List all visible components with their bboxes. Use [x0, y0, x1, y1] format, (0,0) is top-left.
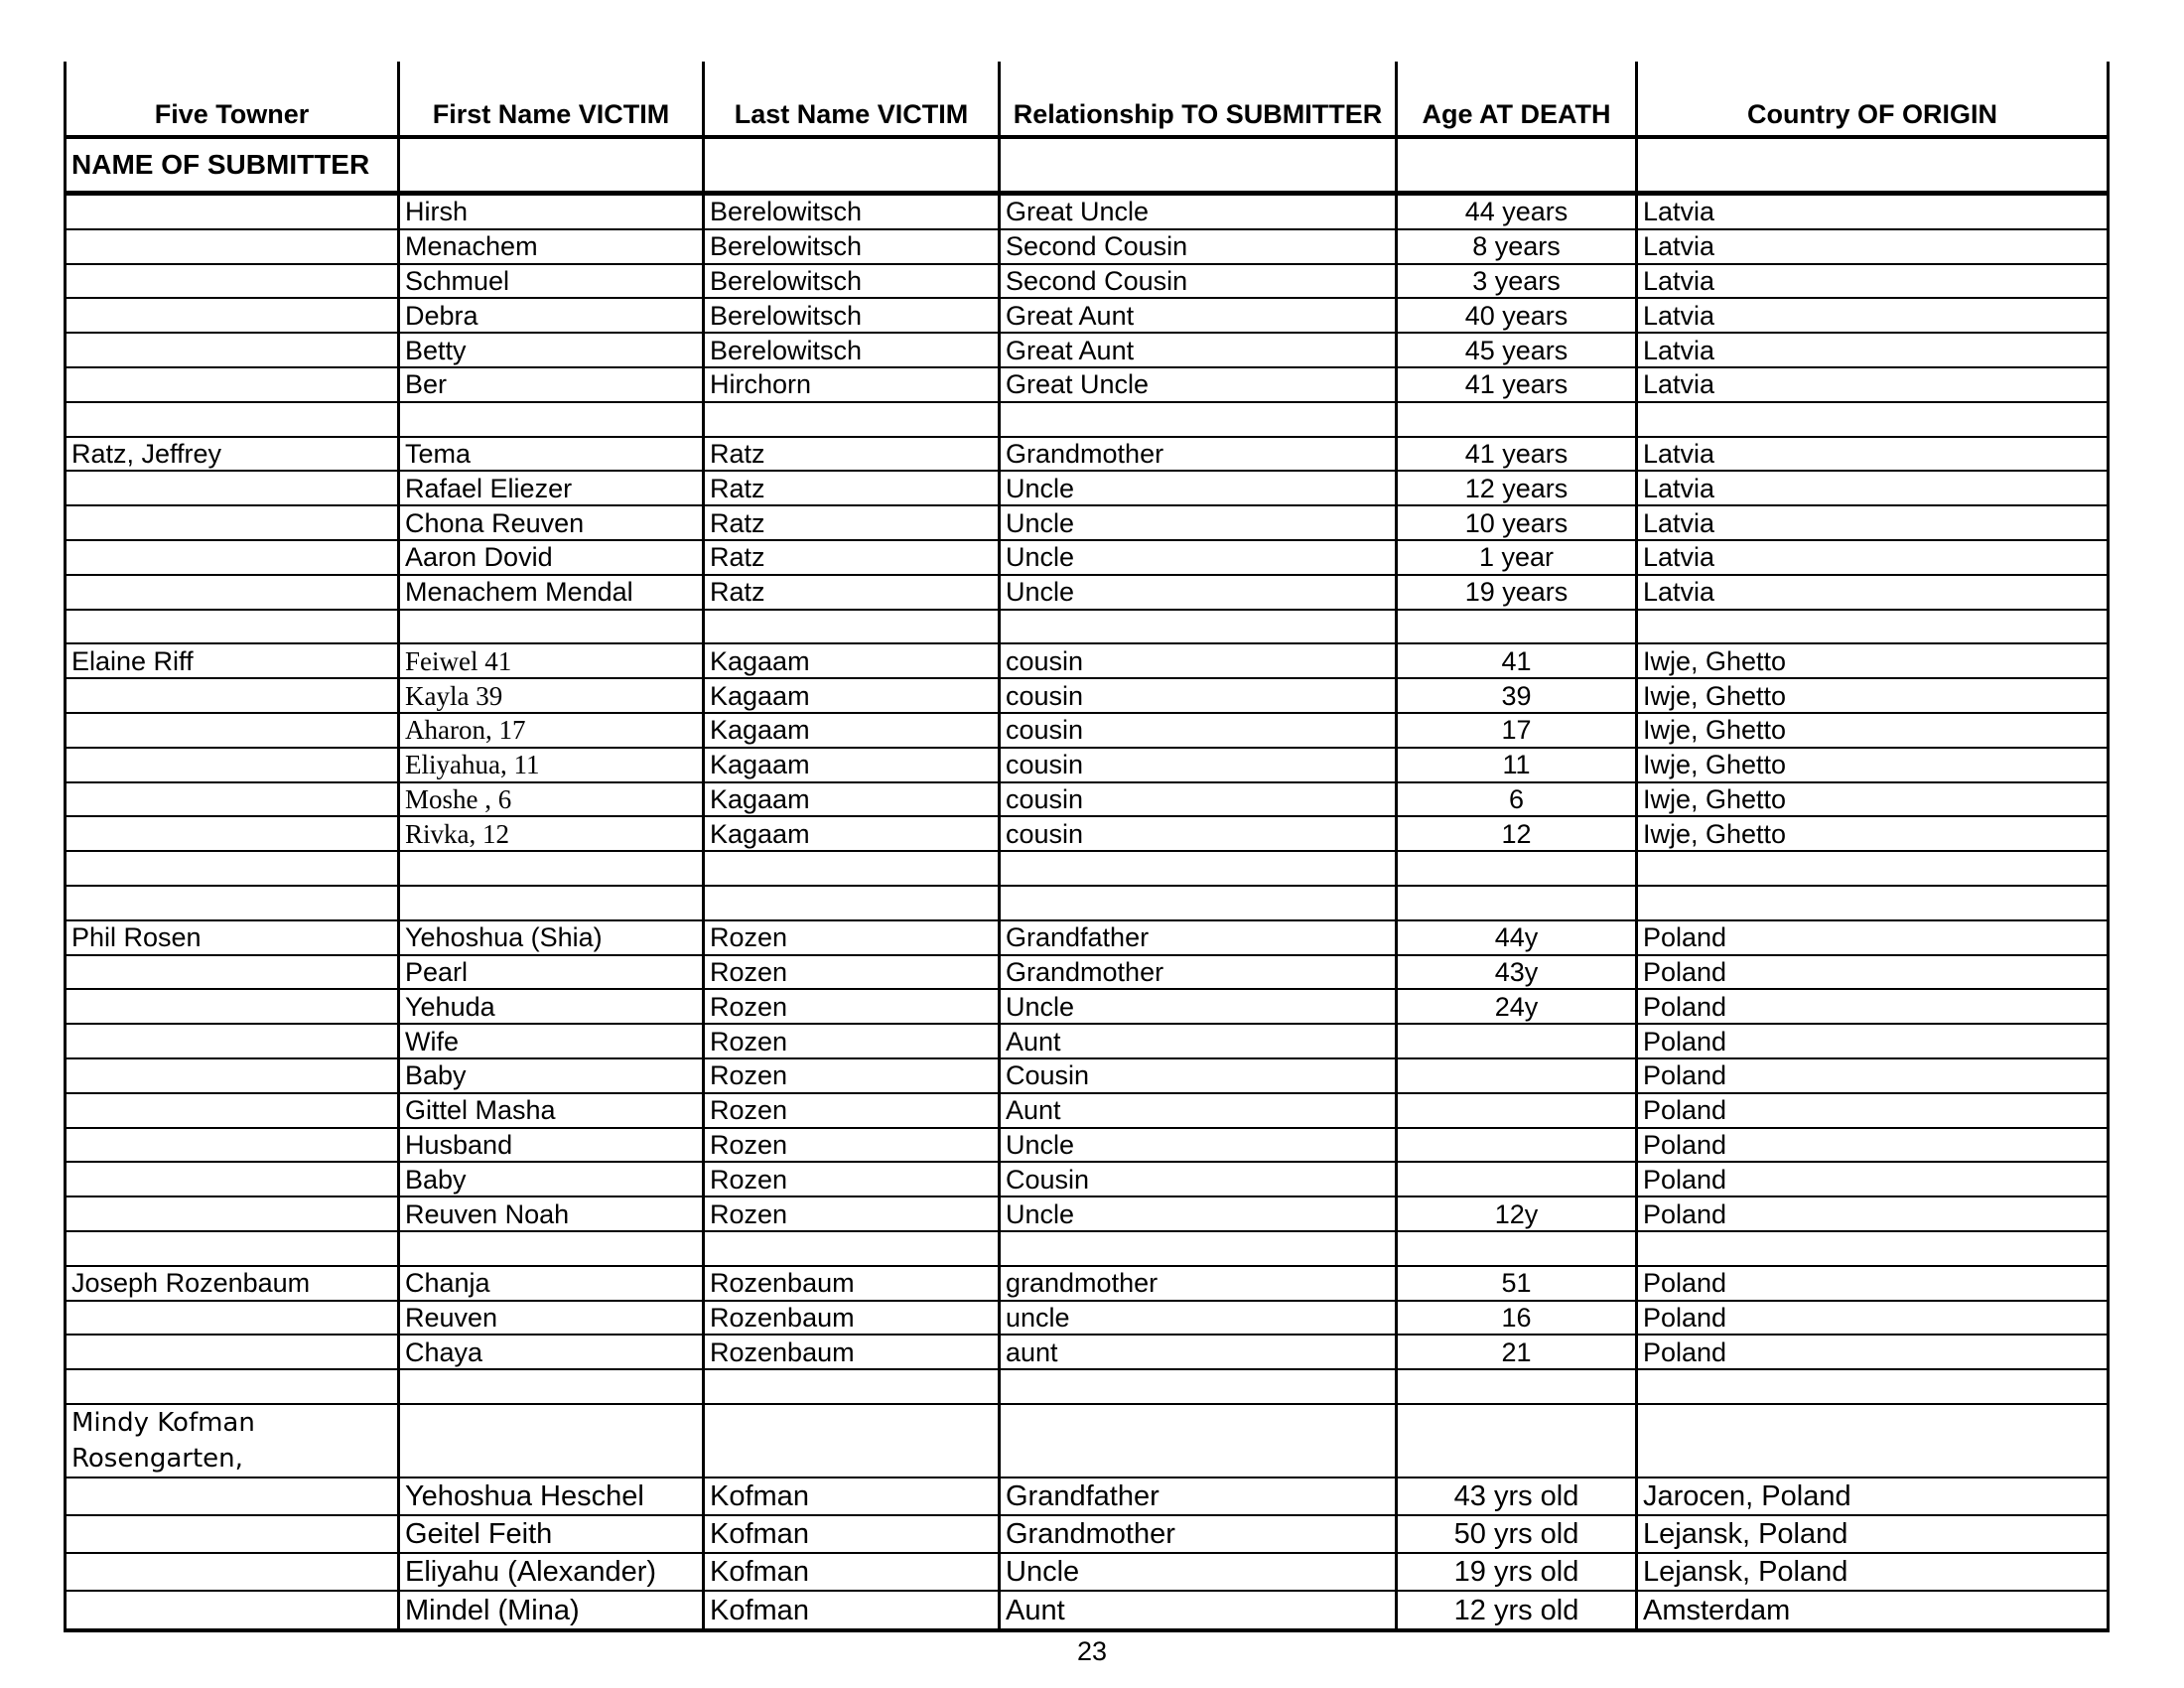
cell-first-name: Yehuda	[399, 989, 704, 1024]
cell-submitter	[66, 540, 399, 575]
cell-submitter	[66, 678, 399, 713]
cell-first-name: Chona Reuven	[399, 505, 704, 540]
cell-country: Latvia	[1637, 333, 2109, 367]
cell-last-name: Hirchorn	[704, 367, 1000, 402]
cell-first-name: Chaya	[399, 1335, 704, 1369]
table-row	[66, 1369, 2109, 1404]
cell-age: 17	[1397, 713, 1637, 748]
cell-last-name: Berelowitsch	[704, 229, 1000, 264]
cell-last-name	[704, 1369, 1000, 1404]
cell-relationship: Uncle	[1000, 1128, 1397, 1163]
cell-last-name: Kagaam	[704, 816, 1000, 851]
cell-submitter: Phil Rosen	[66, 920, 399, 955]
cell-submitter	[66, 1477, 399, 1515]
cell-relationship: uncle	[1000, 1301, 1397, 1336]
cell-relationship: Uncle	[1000, 989, 1397, 1024]
cell-last-name	[704, 886, 1000, 920]
table-row	[66, 298, 2109, 333]
cell-submitter	[66, 955, 399, 990]
cell-country: Latvia	[1637, 367, 2109, 402]
cell-submitter	[66, 333, 399, 367]
table-row	[66, 1335, 2109, 1369]
cell-first-name: Gittel Masha	[399, 1093, 704, 1128]
cell-relationship: Aunt	[1000, 1024, 1397, 1058]
cell-age: 43 yrs old	[1397, 1477, 1637, 1515]
cell-submitter	[66, 851, 399, 886]
cell-submitter	[66, 1058, 399, 1093]
cell-relationship: cousin	[1000, 816, 1397, 851]
cell-country: Amsterdam	[1637, 1591, 2109, 1629]
table-row	[66, 955, 2109, 990]
cell-first-name	[399, 851, 704, 886]
cell-country: Iwje, Ghetto	[1637, 816, 2109, 851]
cell-last-name: Berelowitsch	[704, 298, 1000, 333]
cell-relationship: Great Aunt	[1000, 333, 1397, 367]
cell-relationship	[1000, 886, 1397, 920]
header-first-name: First Name VICTIM	[399, 62, 704, 137]
cell-submitter	[66, 229, 399, 264]
table-row	[66, 194, 2109, 229]
cell-age: 51	[1397, 1266, 1637, 1301]
cell-first-name: Wife	[399, 1024, 704, 1058]
cell-submitter	[66, 194, 399, 229]
table-row	[66, 1231, 2109, 1266]
cell-last-name: Kagaam	[704, 678, 1000, 713]
cell-age	[1397, 1231, 1637, 1266]
table-row	[66, 748, 2109, 782]
table-row	[66, 782, 2109, 817]
cell-country: Poland	[1637, 955, 2109, 990]
cell-country	[1637, 610, 2109, 644]
cell-last-name: Rozen	[704, 1024, 1000, 1058]
cell-age: 21	[1397, 1335, 1637, 1369]
cell-last-name: Kofman	[704, 1553, 1000, 1591]
table-row	[66, 1591, 2109, 1629]
cell-submitter	[66, 713, 399, 748]
cell-relationship	[1000, 402, 1397, 437]
cell-country: Latvia	[1637, 505, 2109, 540]
cell-country: Lejansk, Poland	[1637, 1515, 2109, 1553]
table-row	[66, 1128, 2109, 1163]
cell-relationship: cousin	[1000, 782, 1397, 817]
table-row	[66, 1093, 2109, 1128]
cell-age: 43y	[1397, 955, 1637, 990]
table-row	[66, 1024, 2109, 1058]
cell-submitter	[66, 1553, 399, 1591]
cell-age: 16	[1397, 1301, 1637, 1336]
header-relationship: Relationship TO SUBMITTER	[1000, 62, 1397, 137]
cell-first-name: Menachem Mendal	[399, 575, 704, 610]
cell-age	[1397, 1404, 1637, 1477]
table-row	[66, 678, 2109, 713]
page-number: 23	[1076, 1636, 1108, 1666]
cell-country: Iwje, Ghetto	[1637, 678, 2109, 713]
cell-age	[1397, 1093, 1637, 1128]
cell-first-name: Baby	[399, 1058, 704, 1093]
table-row	[66, 643, 2109, 678]
table-row	[66, 1477, 2109, 1515]
cell-first-name: Hirsh	[399, 194, 704, 229]
cell-submitter	[66, 989, 399, 1024]
cell-last-name	[704, 851, 1000, 886]
cell-first-name: Geitel Feith	[399, 1515, 704, 1553]
cell-last-name: Ratz	[704, 471, 1000, 505]
cell-last-name: Rozen	[704, 1093, 1000, 1128]
cell-age: 39	[1397, 678, 1637, 713]
cell-last-name: Rozen	[704, 1196, 1000, 1231]
cell-relationship: Aunt	[1000, 1093, 1397, 1128]
cell-country: Latvia	[1637, 540, 2109, 575]
cell-age: 6	[1397, 782, 1637, 817]
cell-first-name: Menachem	[399, 229, 704, 264]
cell-relationship: Great Aunt	[1000, 298, 1397, 333]
cell-country: Poland	[1637, 1128, 2109, 1163]
cell-country: Poland	[1637, 1335, 2109, 1369]
cell-submitter: Joseph Rozenbaum	[66, 1266, 399, 1301]
cell-relationship: Second Cousin	[1000, 229, 1397, 264]
table-row	[66, 540, 2109, 575]
cell-last-name: Kofman	[704, 1477, 1000, 1515]
table-row	[66, 1553, 2109, 1591]
cell-last-name: Ratz	[704, 437, 1000, 472]
table-row	[66, 1404, 2109, 1477]
cell-country	[1637, 1369, 2109, 1404]
cell-age: 50 yrs old	[1397, 1515, 1637, 1553]
cell-last-name: Rozen	[704, 1162, 1000, 1196]
cell-relationship: cousin	[1000, 713, 1397, 748]
cell-first-name: Tema	[399, 437, 704, 472]
cell-last-name: Ratz	[704, 575, 1000, 610]
table-row	[66, 816, 2109, 851]
cell-relationship: cousin	[1000, 678, 1397, 713]
cell-relationship	[1000, 1369, 1397, 1404]
table-row	[66, 886, 2109, 920]
cell-submitter	[66, 748, 399, 782]
cell-submitter: Ratz, Jeffrey	[66, 437, 399, 472]
cell-relationship	[1000, 1404, 1397, 1477]
cell-submitter	[66, 1301, 399, 1336]
table-row	[66, 1196, 2109, 1231]
table-row	[66, 1515, 2109, 1553]
cell-first-name: Yehoshua (Shia)	[399, 920, 704, 955]
cell-first-name	[399, 1369, 704, 1404]
cell-country: Latvia	[1637, 264, 2109, 299]
cell-submitter	[66, 886, 399, 920]
cell-relationship: Uncle	[1000, 1196, 1397, 1231]
cell-submitter	[66, 1231, 399, 1266]
cell-first-name: Pearl	[399, 955, 704, 990]
cell-age	[1397, 1128, 1637, 1163]
cell-country: Iwje, Ghetto	[1637, 643, 2109, 678]
cell-relationship: Great Uncle	[1000, 194, 1397, 229]
table-row	[66, 1266, 2109, 1301]
cell-relationship	[1000, 851, 1397, 886]
cell-age	[1397, 610, 1637, 644]
cell-country: Poland	[1637, 1162, 2109, 1196]
table-body	[66, 137, 2109, 1630]
cell-first-name	[399, 610, 704, 644]
cell-age: 12y	[1397, 1196, 1637, 1231]
cell-last-name: Rozenbaum	[704, 1301, 1000, 1336]
cell-country: Latvia	[1637, 298, 2109, 333]
cell-age: 19 yrs old	[1397, 1553, 1637, 1591]
cell-country: Jarocen, Poland	[1637, 1477, 2109, 1515]
cell-first-name: Debra	[399, 298, 704, 333]
cell-submitter	[66, 471, 399, 505]
cell-last-name: Rozen	[704, 1128, 1000, 1163]
cell-age: 40 years	[1397, 298, 1637, 333]
cell-age: 8 years	[1397, 229, 1637, 264]
table-row	[66, 333, 2109, 367]
table-row	[66, 989, 2109, 1024]
cell-first-name: Husband	[399, 1128, 704, 1163]
cell-country: Poland	[1637, 1301, 2109, 1336]
cell-relationship: Cousin	[1000, 1162, 1397, 1196]
submitter-header-row	[66, 137, 2109, 194]
cell-first-name: Yehoshua Heschel	[399, 1477, 704, 1515]
cell-country: Latvia	[1637, 471, 2109, 505]
cell-age: 41 years	[1397, 437, 1637, 472]
cell-first-name: Rafael Eliezer	[399, 471, 704, 505]
cell-submitter	[66, 782, 399, 817]
cell-age	[1397, 1058, 1637, 1093]
cell-age: 24y	[1397, 989, 1637, 1024]
header-row	[66, 62, 2109, 137]
cell-country: Iwje, Ghetto	[1637, 748, 2109, 782]
header-age: Age AT DEATH	[1397, 62, 1637, 137]
table-row	[66, 713, 2109, 748]
table-row	[66, 264, 2109, 299]
cell-submitter	[66, 816, 399, 851]
cell-submitter	[66, 1591, 399, 1629]
table-row	[66, 367, 2109, 402]
cell-last-name	[704, 1231, 1000, 1266]
cell-submitter	[66, 1024, 399, 1058]
cell-country: Latvia	[1637, 575, 2109, 610]
cell-last-name: Ratz	[704, 505, 1000, 540]
cell-country	[1637, 402, 2109, 437]
cell-last-name: Kofman	[704, 1515, 1000, 1553]
cell-relationship	[1000, 610, 1397, 644]
cell-age: 44 years	[1397, 194, 1637, 229]
cell-age: 45 years	[1397, 333, 1637, 367]
cell-submitter	[66, 298, 399, 333]
cell-age: 19 years	[1397, 575, 1637, 610]
table-row	[66, 1058, 2109, 1093]
cell-last-name: Kofman	[704, 1591, 1000, 1629]
cell-first-name: Moshe , 6	[399, 782, 704, 817]
cell-first-name: Baby	[399, 1162, 704, 1196]
cell-country: Lejansk, Poland	[1637, 1553, 2109, 1591]
cell-last-name: Ratz	[704, 540, 1000, 575]
cell-age	[1397, 851, 1637, 886]
table-row	[66, 229, 2109, 264]
cell-submitter	[66, 1196, 399, 1231]
cell-relationship: Grandmother	[1000, 1515, 1397, 1553]
header-last-name: Last Name VICTIM	[704, 62, 1000, 137]
cell-last-name	[704, 610, 1000, 644]
cell-relationship: Grandfather	[1000, 920, 1397, 955]
cell-first-name	[399, 1404, 704, 1477]
cell-relationship: Great Uncle	[1000, 367, 1397, 402]
cell-country	[1637, 1231, 2109, 1266]
cell-last-name: Kagaam	[704, 782, 1000, 817]
cell-relationship: cousin	[1000, 748, 1397, 782]
cell-country: Iwje, Ghetto	[1637, 713, 2109, 748]
cell-relationship: Uncle	[1000, 471, 1397, 505]
cell-relationship	[1000, 1231, 1397, 1266]
header-country: Country OF ORIGIN	[1637, 62, 2109, 137]
cell-first-name: Eliyahua, 11	[399, 748, 704, 782]
cell-first-name: Chanja	[399, 1266, 704, 1301]
cell-last-name: Rozen	[704, 1058, 1000, 1093]
cell-submitter	[66, 367, 399, 402]
cell-submitter	[66, 1369, 399, 1404]
cell-age: 1 year	[1397, 540, 1637, 575]
cell-age	[1397, 402, 1637, 437]
cell-first-name: Aaron Dovid	[399, 540, 704, 575]
cell-first-name: Ber	[399, 367, 704, 402]
cell-age: 11	[1397, 748, 1637, 782]
cell-country: Poland	[1637, 1058, 2109, 1093]
cell-first-name: Reuven	[399, 1301, 704, 1336]
cell-first-name: Rivka, 12	[399, 816, 704, 851]
cell-last-name: Rozenbaum	[704, 1335, 1000, 1369]
cell-country: Poland	[1637, 1024, 2109, 1058]
cell-submitter	[66, 1515, 399, 1553]
cell-last-name: Kagaam	[704, 643, 1000, 678]
cell-age: 12 yrs old	[1397, 1591, 1637, 1629]
cell-first-name: Kayla 39	[399, 678, 704, 713]
cell-age: 41	[1397, 643, 1637, 678]
cell-first-name: Betty	[399, 333, 704, 367]
cell-relationship: Grandmother	[1000, 437, 1397, 472]
cell-submitter	[66, 575, 399, 610]
victims-table-container	[64, 62, 2107, 1632]
cell-country	[1637, 851, 2109, 886]
cell-last-name: Rozen	[704, 989, 1000, 1024]
cell-first-name: Aharon, 17	[399, 713, 704, 748]
submitter-header-label: NAME OF SUBMITTER	[66, 137, 399, 194]
cell-country: Latvia	[1637, 194, 2109, 229]
cell-submitter	[66, 1093, 399, 1128]
cell-country: Poland	[1637, 989, 2109, 1024]
cell-submitter	[66, 402, 399, 437]
cell-country: Iwje, Ghetto	[1637, 782, 2109, 817]
cell-relationship: Uncle	[1000, 575, 1397, 610]
cell-last-name: Rozen	[704, 920, 1000, 955]
cell-country	[1637, 1404, 2109, 1477]
cell-age	[1397, 886, 1637, 920]
cell-last-name: Berelowitsch	[704, 333, 1000, 367]
table-row	[66, 402, 2109, 437]
cell-relationship: cousin	[1000, 643, 1397, 678]
cell-submitter	[66, 1162, 399, 1196]
cell-age	[1397, 1369, 1637, 1404]
cell-last-name: Rozen	[704, 955, 1000, 990]
cell-age: 41 years	[1397, 367, 1637, 402]
cell-last-name: Kagaam	[704, 713, 1000, 748]
cell-age: 12	[1397, 816, 1637, 851]
cell-age: 10 years	[1397, 505, 1637, 540]
cell-relationship: Grandfather	[1000, 1477, 1397, 1515]
cell-country: Poland	[1637, 1196, 2109, 1231]
cell-submitter	[66, 610, 399, 644]
table-row	[66, 1301, 2109, 1336]
table-row	[66, 437, 2109, 472]
cell-age: 3 years	[1397, 264, 1637, 299]
cell-age: 44y	[1397, 920, 1637, 955]
cell-last-name	[704, 402, 1000, 437]
cell-submitter: Elaine Riff	[66, 643, 399, 678]
cell-relationship: Uncle	[1000, 540, 1397, 575]
cell-country	[1637, 886, 2109, 920]
cell-submitter	[66, 505, 399, 540]
cell-last-name: Rozenbaum	[704, 1266, 1000, 1301]
header-five-towner: Five Towner	[66, 62, 399, 137]
cell-last-name	[704, 1404, 1000, 1477]
table-row	[66, 471, 2109, 505]
cell-submitter	[66, 1128, 399, 1163]
cell-first-name	[399, 402, 704, 437]
cell-age	[1397, 1162, 1637, 1196]
table-row	[66, 610, 2109, 644]
cell-submitter	[66, 1335, 399, 1369]
cell-first-name: Eliyahu (Alexander)	[399, 1553, 704, 1591]
cell-first-name	[399, 886, 704, 920]
cell-submitter	[66, 264, 399, 299]
table-row	[66, 575, 2109, 610]
cell-age	[1397, 1024, 1637, 1058]
table-row	[66, 920, 2109, 955]
cell-first-name	[399, 1231, 704, 1266]
cell-first-name: Feiwel 41	[399, 643, 704, 678]
cell-submitter: Mindy Kofman Rosengarten,	[66, 1404, 399, 1477]
cell-age: 12 years	[1397, 471, 1637, 505]
cell-country: Poland	[1637, 1266, 2109, 1301]
cell-relationship: Second Cousin	[1000, 264, 1397, 299]
cell-relationship: grandmother	[1000, 1266, 1397, 1301]
victims-table	[64, 62, 2110, 1632]
cell-relationship: Uncle	[1000, 1553, 1397, 1591]
cell-first-name: Mindel (Mina)	[399, 1591, 704, 1629]
cell-relationship: Grandmother	[1000, 955, 1397, 990]
cell-last-name: Kagaam	[704, 748, 1000, 782]
cell-country: Poland	[1637, 1093, 2109, 1128]
cell-country: Latvia	[1637, 437, 2109, 472]
cell-last-name: Berelowitsch	[704, 194, 1000, 229]
cell-relationship: Cousin	[1000, 1058, 1397, 1093]
table-row	[66, 1162, 2109, 1196]
cell-country: Latvia	[1637, 229, 2109, 264]
cell-relationship: Uncle	[1000, 505, 1397, 540]
cell-first-name: Reuven Noah	[399, 1196, 704, 1231]
cell-relationship: Aunt	[1000, 1591, 1397, 1629]
cell-first-name: Schmuel	[399, 264, 704, 299]
cell-last-name: Berelowitsch	[704, 264, 1000, 299]
cell-country: Poland	[1637, 920, 2109, 955]
table-row	[66, 851, 2109, 886]
table-row	[66, 505, 2109, 540]
cell-relationship: aunt	[1000, 1335, 1397, 1369]
